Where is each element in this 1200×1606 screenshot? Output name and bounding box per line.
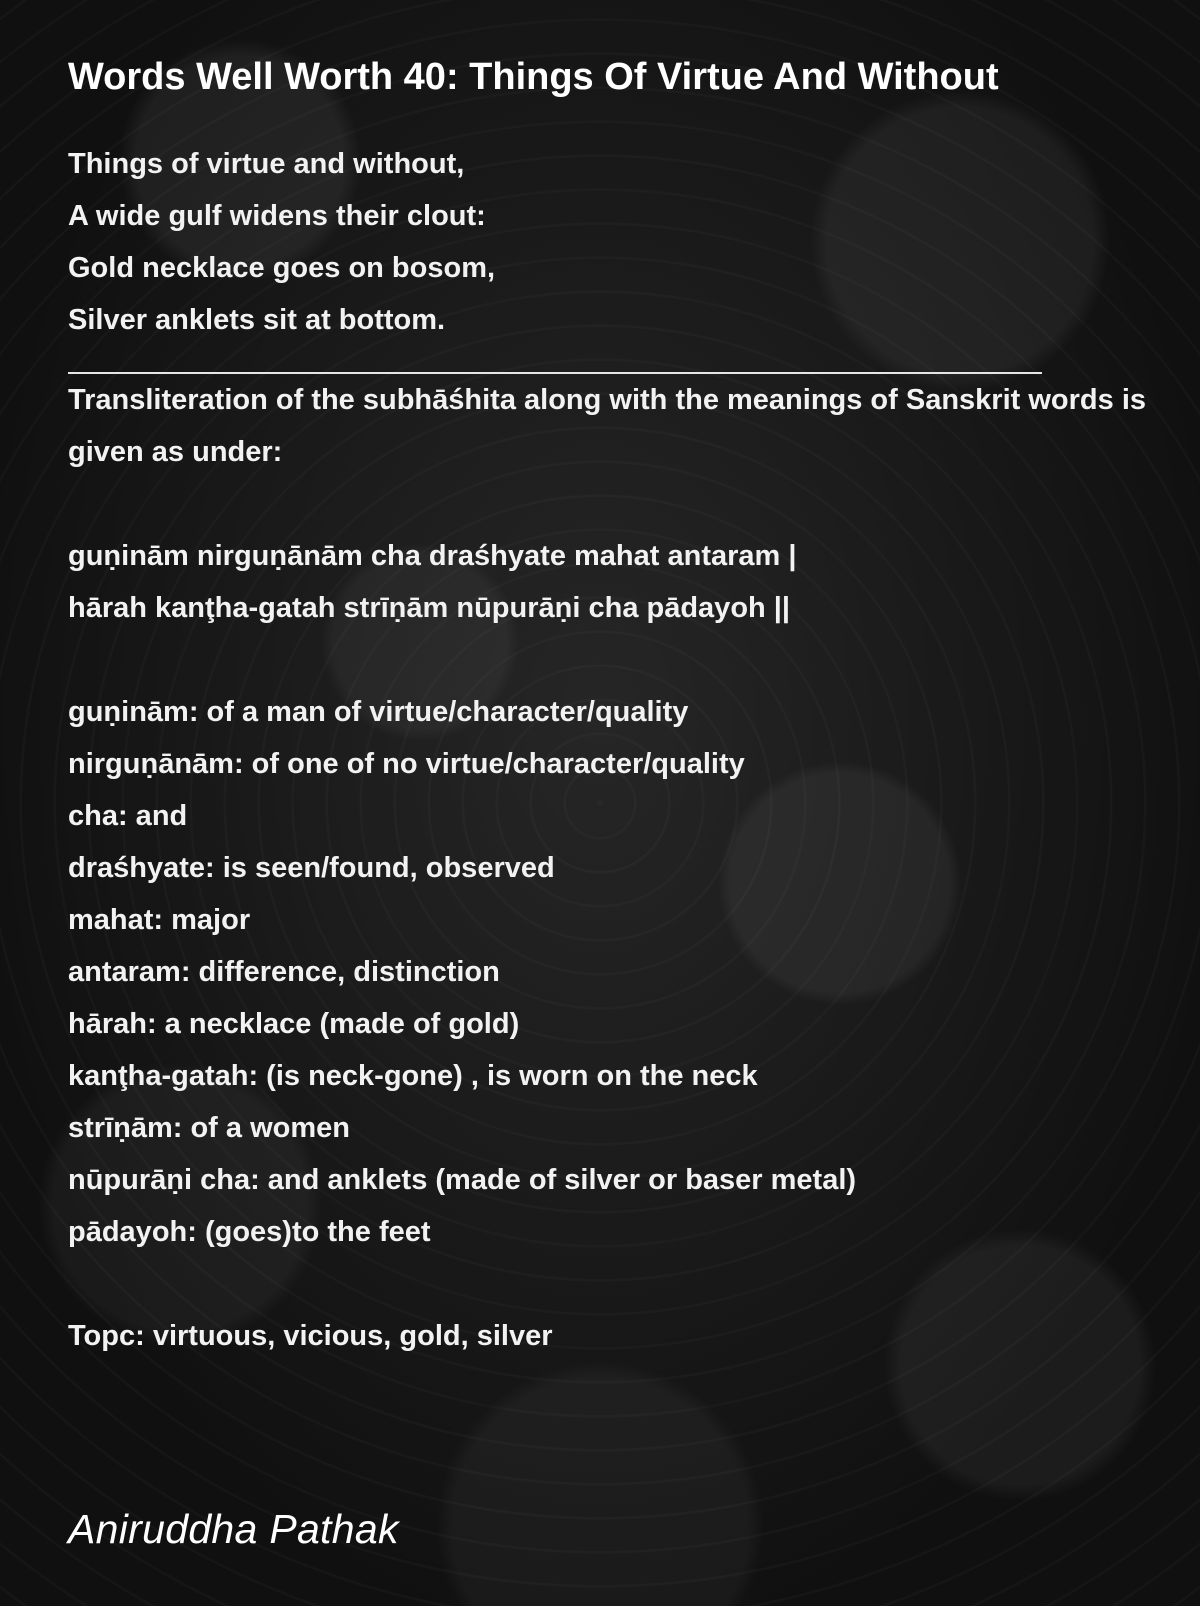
verse-line: guṇinām nirguṇānām cha draśhyate mahat antaram | [68,540,797,572]
glossary-line: strīṇām: of a women [68,1112,350,1144]
verse-line: hārah kanţha-gatah strīṇām nūpurāṇi cha pādayoh || [68,592,791,624]
glossary-line: pādayoh: (goes)to the feet [68,1216,431,1248]
topic-line: Topc: virtuous, vicious, gold, silver [68,1320,553,1352]
stanza-line: Silver anklets sit at bottom. [68,304,446,336]
glossary-line: nirguṇānām: of one of no virtue/character/quality [68,748,745,780]
blank-line [68,634,1148,686]
blank-line [68,478,1148,530]
poem-content [68,52,1148,1362]
blank-line [68,1258,1148,1310]
glossary-line: mahat: major [68,904,251,936]
stanza-line: Things of virtue and without, [68,148,465,180]
glossary-line: guṇinām: of a man of virtue/character/quality [68,696,689,728]
glossary-line: draśhyate: is seen/found, observed [68,852,555,884]
stanza-line: Gold necklace goes on bosom, [68,252,496,284]
poem-title: Words Well Worth 40: Things Of Virtue And Without [68,56,999,98]
glossary-line: antaram: difference, distinction [68,956,500,988]
stanza-line: A wide gulf widens their clout: [68,200,486,232]
transliteration-intro: Transliteration of the subhāśhita along with the meanings of Sanskrit words is given as under: [68,384,1146,468]
author-name: Aniruddha Pathak [68,1506,399,1552]
glossary-line: cha: and [68,800,188,832]
glossary-line: hārah: a necklace (made of gold) [68,1008,520,1040]
poem-body [68,138,1148,1362]
glossary-line: nūpurāṇi cha: and anklets (made of silver or baser metal) [68,1164,857,1196]
glossary-line: kanţha-gatah: (is neck-gone) , is worn on the neck [68,1060,758,1092]
